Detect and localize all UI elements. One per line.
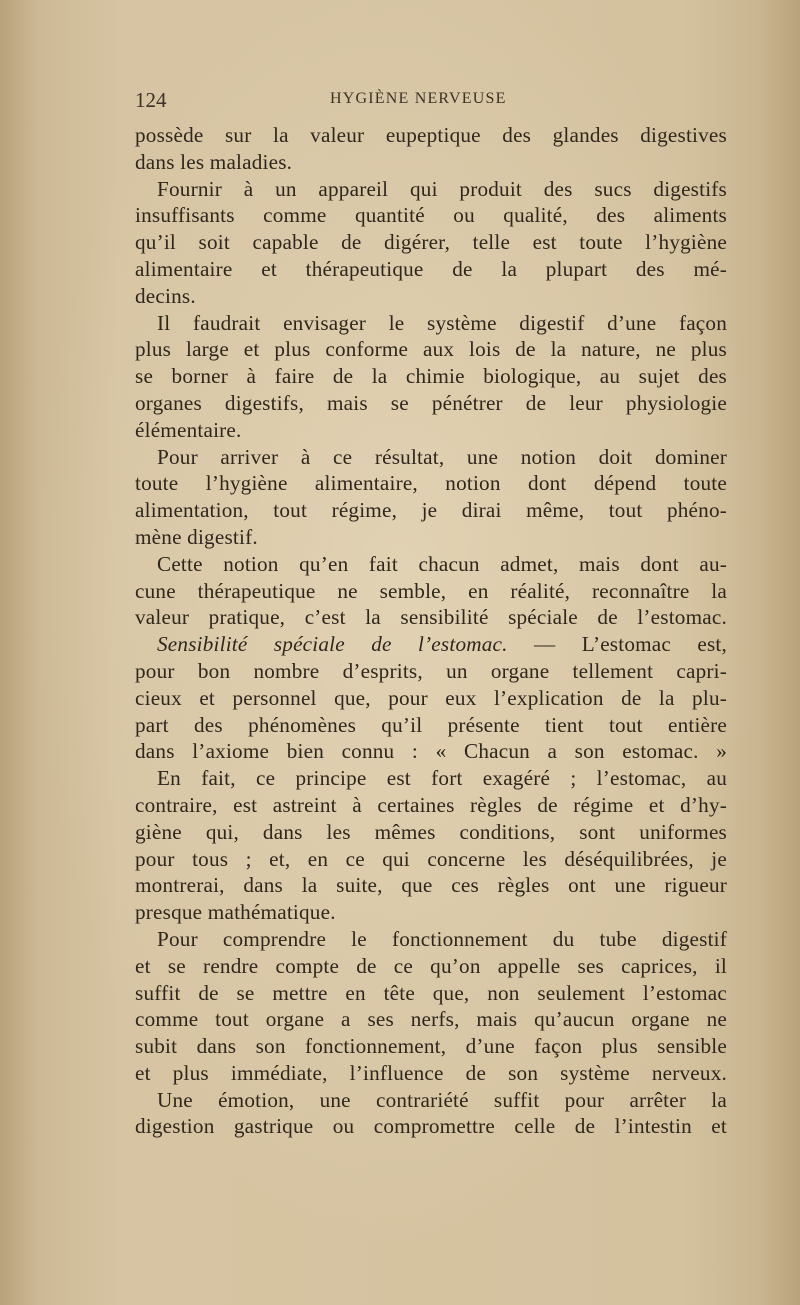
text-line: plus large et plus conforme aux lois de la nature, ne plus: [135, 337, 727, 362]
text-line: et plus immédiate, l’influence de son système nerveux.: [135, 1060, 727, 1085]
section-heading: Sensibilité spéciale de l’estomac.: [157, 632, 508, 657]
text-line: mène digestif.: [135, 524, 258, 549]
text-line: En fait, ce principe est fort exagéré ; l’estomac, au: [157, 766, 727, 791]
text-line: alimentaire et thérapeutique de la plupart des mé-: [135, 256, 727, 281]
text-line: alimentation, tout régime, je dirai même, tout phéno-: [135, 498, 727, 523]
text-line: contraire, est astreint à certaines règles de régime et d’hy-: [135, 792, 727, 817]
text-line: organes digestifs, mais se pénétrer de leur physiologie: [135, 390, 727, 415]
text-line: insuffisants comme quantité ou qualité, des aliments: [135, 203, 727, 228]
text-line: possède sur la valeur eupeptique des glandes digestives: [135, 123, 727, 147]
running-title: HYGIÈNE NERVEUSE: [330, 90, 507, 107]
text-line: dans l’axiome bien connu : « Chacun a son estomac. »: [135, 739, 727, 764]
text-line: valeur pratique, c’est la sensibilité spéciale de l’estomac.: [135, 605, 727, 630]
text-line: montrerai, dans la suite, que ces règles ont une rigueur: [135, 873, 727, 898]
text-line: digestion gastrique ou compromettre celle de l’intestin et: [135, 1114, 727, 1139]
text-line: part des phénomènes qu’il présente tient tout entière: [135, 712, 727, 737]
text-line: Pour arriver à ce résultat, une notion doit dominer: [157, 444, 727, 469]
text-line: pour bon nombre d’esprits, un organe tellement capri-: [135, 658, 727, 683]
text-line: subit dans son fonctionnement, d’une façon plus sensible: [135, 1034, 727, 1059]
text-line: et se rendre compte de ce qu’on appelle ses caprices, il: [135, 953, 727, 978]
text-line: giène qui, dans les mêmes conditions, sont uniformes: [135, 819, 727, 844]
text-line: presque mathématique.: [135, 900, 336, 925]
text-line: Cette notion qu’en fait chacun admet, mais dont au-: [157, 551, 727, 576]
text-line: cieux et personnel que, pour eux l’explication de la plu-: [135, 685, 727, 710]
text-line: Fournir à un appareil qui produit des sucs digestifs: [157, 176, 727, 201]
text-line: élémentaire.: [135, 417, 242, 442]
text-line: dans les maladies.: [135, 149, 293, 174]
text-line: Une émotion, une contrariété suffit pour arrêter la: [157, 1087, 727, 1112]
page-header: [135, 88, 727, 116]
text-line: qu’il soit capable de digérer, telle est toute l’hygiène: [135, 230, 727, 255]
page-number: 124: [135, 88, 167, 112]
text-line: decins.: [135, 283, 196, 308]
text-line: Pour comprendre le fonctionnement du tube digestif: [157, 926, 727, 951]
text-line: toute l’hygiène alimentaire, notion dont dépend toute: [135, 471, 727, 496]
text-line: cune thérapeutique ne semble, en réalité, reconnaître la: [135, 578, 727, 603]
text-line: se borner à faire de la chimie biologique, au sujet des: [135, 364, 727, 389]
text-line: Sensibilité spéciale de l’estomac. — L’estomac est,: [157, 632, 728, 657]
text-line: suffit de se mettre en tête que, non seulement l’estomac: [135, 980, 727, 1005]
text-line: comme tout organe a ses nerfs, mais qu’aucun organe ne: [135, 1007, 727, 1032]
text-line: Il faudrait envisager le système digestif d’une façon: [157, 310, 727, 335]
body-text: [135, 122, 727, 1140]
text-line: pour tous ; et, en ce qui concerne les déséquilibrées, je: [135, 846, 727, 871]
